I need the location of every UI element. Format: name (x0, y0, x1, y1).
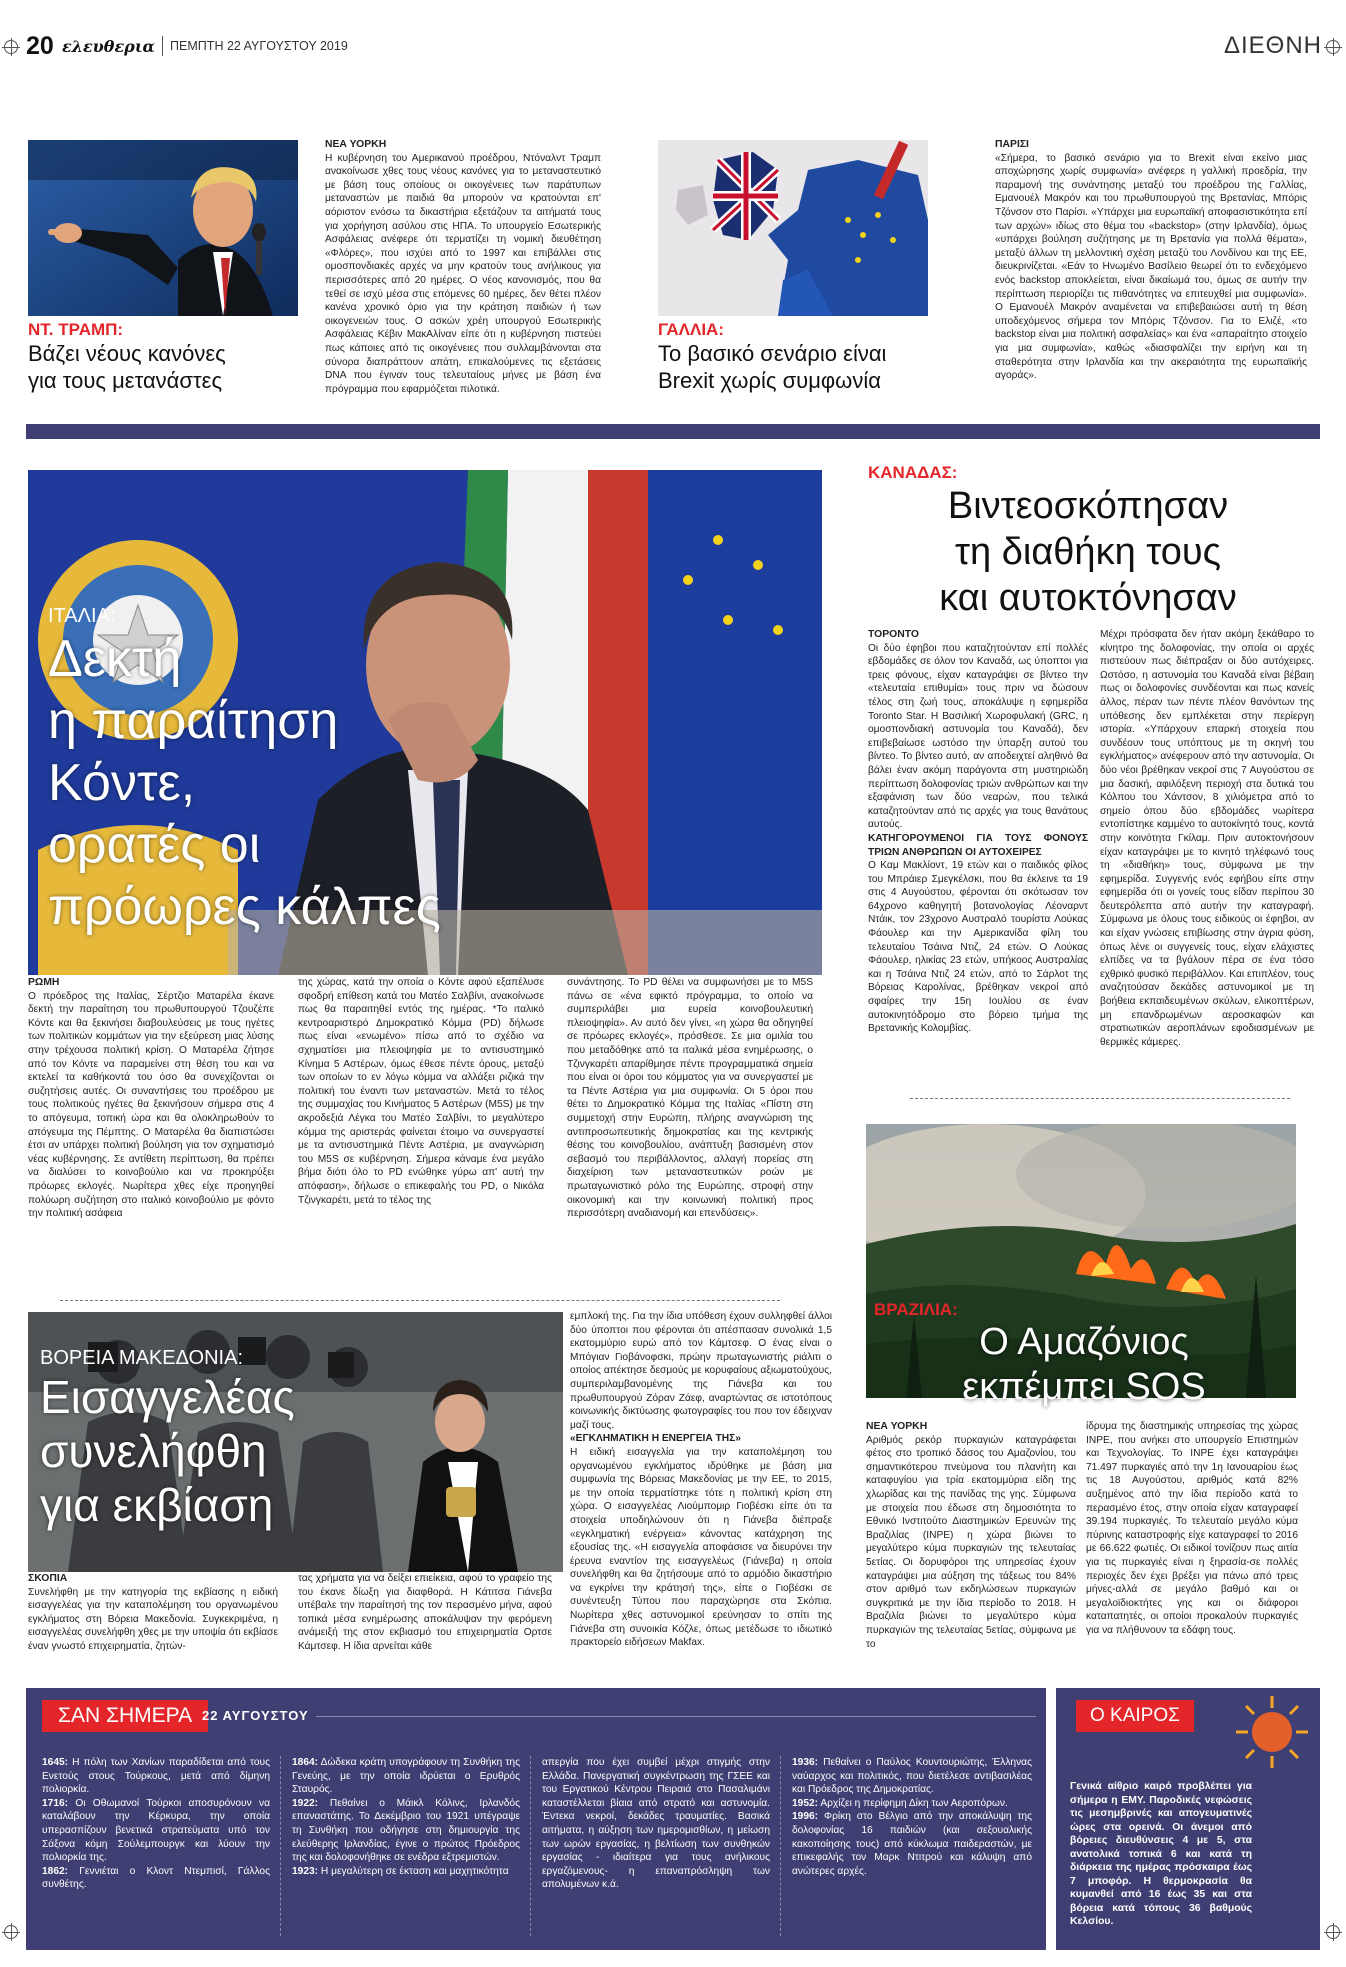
trump-title-line1: Βάζει νέους κανόνες (28, 341, 226, 366)
event-text: Πεθαίνει ο Μάικλ Κόλινς, Ιρλανδός επαναστάτης. Το Δεκέμβριο του 1921 υπέγραψε τη Συνθήκη που οδήγησε στη δημιουργία της ελεύθερης Ιρλανδίας, έγινε ο πρώτος Πρόεδρος της και δολοφονήθηκε σε ενέδρα εξτρεμιστών. (292, 1797, 520, 1864)
canada-col2 (1100, 628, 1314, 1056)
trump-photo (28, 140, 298, 316)
brazil-kicker: ΒΡΑΖΙΛΙΑ: (874, 1300, 958, 1319)
event-text: Η μεγαλύτερη σε έκταση και μαχητικότητα (320, 1865, 509, 1877)
event-text: Αρχίζει η περίφημη Δίκη των Αεροπόρων. (820, 1797, 1008, 1809)
macedonia-title-2: συνελήφθη (40, 1425, 267, 1477)
page-number: 20 (26, 32, 54, 60)
macedonia-col1 (28, 1572, 278, 1666)
section-name: ΔΙΕΘΝΗ (1223, 32, 1322, 59)
macedonia-col3 (570, 1310, 832, 1666)
brexit-body: «Σήμερα, το βασικό σενάριο για το Brexit είναι εκείνο μιας αποχώρησης χωρίς συμφωνία» ανέφερε η γαλλική προεδρία, την παραμονή της συνάντησης μεταξύ του προέδρου της Γαλλίας, Εμανουέλ Μακρόν και του πρωθυπουργού της Βρετανίας, Μπόρις Τζόνσον στο Παρίσι. «Υπάρχει μια ευρωπαϊκή αποφασιστικότητα επί των αρχών» ιδίως στο θέμα του «backstop» (στην Ιρλανδία), όμως «υπάρχει βούληση συζήτησης με τη Βρετανία για πολλά θέματα», μεταξύ άλλων τη μελλοντική σχέση μεταξύ του Λονδίνου και της ΕΕ, διευκρινίζεται. «Εάν το Ηνωμένο Βασίλειο θεωρεί ότι το ενδεχόμενο ενός backstop αποκλείεται, είναι δικαίωμά του, όμως σε αυτήν την περίπτωση περιορίζει τις πιθανότητες να επιτευχθεί μια συμφωνία». Ο Εμανουέλ Μακρόν αναμένεται να επιβεβαιώσει αυτή τη θέση υποδεχόμενος σήμερα τον Μπόρις Τζόνσον. Για το Ελιζέ, «το backstop είναι μια πολιτική ασφαλείας» και ένα «απαραίτητο στοιχείο για μια συμφωνία», καθώς «διασφαλίζει την ειρήνη και τη σταθερότητα στην Ιρλανδία και την ακεραιότητα της ευρωπαϊκής αγοράς». (995, 152, 1307, 382)
macedonia-col2 (298, 1572, 552, 1666)
trump-dateline: ΝΕΑ ΥΟΡΚΗ (325, 139, 387, 150)
italy-kicker: ΙΤΑΛΙΑ: (48, 605, 116, 627)
event-text: Η πόλη των Χανίων παραδίδεται από τους Ενετούς στους Τούρκους, μετά από δίμηνη πολιορκία. (42, 1757, 270, 1796)
column-rule (280, 1756, 281, 1936)
year-1936: 1936: (792, 1757, 819, 1768)
canada-col1-text: Οι δύο έφηβοι που καταζητούνταν επί πολλές εβδομάδες σε όλον τον Καναδά, ως ύποπτοι για τρεις φόνους, είχαν καταγράψει σε βίντεο την «τελευταία επιθυμία» τους πριν να δώσουν τέλος στη ζωή τους, αποκάλυψε η εφημερίδα Toronto Star. Η Βασιλική Χωροφυλακή (GRC, η ομοσπονδιακή αστυνομία του Καναδά), δεν επιβεβαίωσε ωστόσο την ύπαρξη αυτού του βίντεο. Το βίντεο αυτό, αν αποδειχτεί αληθινό θα βάλει έναν ακόμη παράγοντα στη μυστηριώδη περίπτωση δολοφονίας τριών ανθρώπων και την εξαφάνιση των δύο νεαρών, που τελικά καταζητούνταν από τις αρχές για τους θανάτους αυτούς. (868, 642, 1088, 831)
event-text: Φρίκη στο Βέλγιο από την αποκάλυψη της δολοφονίας 16 παιδιών (και σεξουαλικής κακοποίησης τους) από κύκλωμα παιδεραστών, με επικεφαλής τον Μαρκ Ντιτρού και κάλυψη από ανώτερες αρχές. (792, 1811, 1032, 1877)
column-rule (530, 1756, 531, 1936)
brazil-col2 (1086, 1420, 1298, 1664)
macedonia-col3-text: εμπλοκή της. Για την ίδια υπόθεση έχουν συλληφθεί άλλοι δύο ύποπτοι που φέρονται ότι απέσπασαν συνολικά 1,5 εκατομμύριο ευρώ από τον Κάμτσεφ. Ο ένας είναι ο Μπόγιαν Γιοβάνοφσκι, πρώην πρωταγωνιστής ριάλιτι ο οποίος απέκτησε δεσμούς με κορυφαίους αξιωματούχους, συμπεριλαμβανομένης της Γιάνεβα και του πρωθυπουργού Ζόραν Ζάεφ, αναρτώντας σε ιστοτόπους κοινωνικής δικτύωσης φωτογραφίες του που τον έδειχναν μαζί τους. (570, 1311, 832, 1431)
weather-title: Ο ΚΑΙΡΟΣ (1076, 1700, 1194, 1732)
brazil-dateline: ΝΕΑ ΥΟΡΚΗ (866, 1421, 928, 1432)
registration-mark (1326, 40, 1340, 54)
on-this-day-col2 (292, 1756, 520, 1946)
event-text: Γεννιέται ο Κλοντ Ντεμπισί, Γάλλος συνθέτης. (42, 1865, 270, 1891)
canada-subhead: ΚΑΤΗΓΟΡΟΥΜΕΝΟΙ ΓΙΑ ΤΟΥΣ ΦΟΝΟΥΣ ΤΡΙΩΝ ΑΝΘΡΩΠΩΝ ΟΙ ΑΥΤΟΧΕΙΡΕΣ (868, 832, 1088, 858)
italy-col2-text: της χώρας, κατά την οποία ο Κόντε αφού εξαπέλυσε σφοδρή επίθεση κατά του Ματέο Σαλβίνι, ανακοίνωσε πως θα παραιτηθεί εντός της ημέρας. *Το ιταλικό κεντροαριστερό Δημοκρατικό Κόμμα (PD) δήλωσε πως είναι «ενωμένο» πίσω από το σχέδιο να σχηματίσει μια πλειοψηφία με το αντισυστημικό Κίνημα 5 Αστέρων, όμως έθεσε πέντε όρους, μεταξύ των οποίων το εν λόγω κόμμα να αλλάξει ριζικά την πολιτική του έναντι των μεταναστών. Μετά το τέλος της συμμαχίας του Κινήματος 5 Αστέρων (M5S) με την ακροδεξιά Λέγκα του Ματέο Σαλβίνι, το μεγαλύτερο κόμμα της αριστεράς φαίνεται έτοιμο να συνεργαστεί με τα αντισυστημικά Πέντε Αστέρια, με αναγνώριση του M5S σε κυβέρνηση. Σήμερα κάναμε ένα μεγάλο βήμα διότι όλο το PD ενώθηκε γύρω απ' αυτή την απόφαση», δήλωσε ο επικεφαλής του PD, ο Νικόλα Τζινγκαρέτι, μετά το τέλος της (298, 977, 544, 1206)
canada-title-3: και αυτοκτόνησαν (939, 577, 1237, 619)
on-this-day-rule (316, 1716, 1036, 1717)
italy-col1-text: Ο πρόεδρος της Ιταλίας, Σέρτζιο Ματαρέλα έκανε δεκτή την παραίτηση του πρωθυπουργού Τζουζέπε Κόντε και θα ξεκινήσει διαβουλεύσεις με τους ηγέτες των πολιτικών κομμάτων για την εξεύρεση μιας λύσης στην τρέχουσα πολιτική κρίση. Ο Ματαρέλα ζήτησε από τον Κόντε να παραμείνει στη θέση του και να εκτελεί τα καθήκοντά του όσο θα συνεχίζονται οι συζητήσεις αυτές. Οι συναντήσεις του προέδρου με τους πολιτικούς ηγέτες θα ξεκινήσουν σήμερα στις 4 το απόγευμα, τοπική ώρα και θα ολοκληρωθούν το απόγευμα της Πέμπτης. Ο Ματαρέλα θα διαπιστώσει έτσι αν υπάρχει πολιτική βούληση για τον σχηματισμό νέας κυβέρνησης. Σε αντίθετη περίπτωση, θα πρέπει να διαλύσει το κοινοβούλιο και να προκηρύξει πρόωρες εκλογές. Νωρίτερα χθες είχε προηγηθεί πολύωρη συζήτηση στο ιταλικό κοινοβούλιο με φόντο την πολιτική ασάφεια (28, 990, 274, 1220)
italy-title-3: Κόντε, (48, 754, 196, 812)
macedonia-headline (40, 1346, 460, 1532)
year-1922: 1922: (292, 1797, 319, 1809)
brazil-title-1: Ο Αμαζόνιος (979, 1321, 1189, 1363)
canada-dateline: ΤΟΡΟΝΤΟ (868, 629, 919, 640)
canada-col2-text: Μέχρι πρόσφατα δεν ήταν ακόμη ξεκάθαρο το κίνητρο της δολοφονίας, την οποία οι αρχές πιστεύουν πως διέπραξαν οι δύο αυτόχειρες. Ωστόσο, η αστυνομία του Καναδά είναι βέβαιη πως οι δολοφονίες συνδέονται και πως κανείς άλλος, πέραν των πέντε πλέον θανόντων της υπόθεσης δεν εμπλέκεται στην περίεργη ιστορία. «Υπάρχουν επαρκή στοιχεία που συνδέουν τους υπόπτους με τη σκηνή του εγκλήματος» ανέφερουν από την αστυνομία. Οι δύο νέοι βρέθηκαν νεκροί στις 7 Αυγούστου σε μια δασική, αφιλόξενη περιοχή στα δυτικά του Κόλπου του Χάντσον, 8 χιλιόμετρα από το σημείο όπου δύο εβδομάδες νωρίτερα εντοπίστηκε καμμένο το αυτοκίνητό τους, κοντά στην κοινότητα Γκίλαμ. Πριν αυτοκτονήσουν είχαν καταγράψει με το κινητό τηλέφωνό τους τη «διαθήκη» τους, σύμφωνα με την εφημερίδα. Συγγενής ενός εφήβου είπε στην εφημερίδα ότι οι γονείς τους είδαν περίπου 30 δευτερόλεπτα από αυτήν την καταγραφή. Σύμφωνα με όλους τους ειδικούς οι έφηβοι, αν και είχαν γνώσεις επιβίωσης στην άγρια φύση, όπως λένε οι συγγενείς τους, είχαν ελάχιστες ελπίδες να τα βγάλουν πέρα σε ένα τόσο εχθρικό φυσικό περιβάλλον. Και επιπλέον, τους αναζητούσαν δεκάδες αστυνομικοί με τη βοήθεια εκπαιδευμένων σκύλων, ελικοπτέρων, μη επανδρωμένων αεροσκαφών και στρατιωτικών αεροπλάνων εφοδιασμένων με θερμικές κάμερες. (1100, 629, 1314, 1048)
italy-title-2: η παραίτηση (48, 692, 339, 750)
registration-mark (1326, 1925, 1340, 1939)
on-this-day-col4 (792, 1756, 1032, 1946)
italy-col3-text: συνάντησης. Το PD θέλει να συμφωνήσει με το M5S πάνω σε «ένα εφικτό πρόγραμμα, το οποίο να συμπεριλάβει μια ευρεία κοινοβουλευτική πλειοψηφία». Αν αυτό δεν γίνει, «η χώρα θα οδηγηθεί σε πρόωρες εκλογές», πρόσθεσε. Σε μια ομιλία του που μεταδόθηκε από τα ιταλικά μέσα ενημέρωσης, ο Τζινγκαρέτι απαρίθμησε πέντε προγραμματικά σημεία που είναι οι όροι του κόμματος για να συνεργαστεί με τα Πέντε Αστέρια για μια συμφωνία. Οι 5 όροι που θέτει το Δημοκρατικό Κόμμα της Ιταλίας «Πίστη στη συμμετοχή στην Ευρώπη, πλήρης αναγνώριση της αντιπροσωπευτικής δημοκρατίας και της κεντρικής θέσης του κοινοβουλίου, ανάπτυξη βασισμένη στον σεβασμό του περιβάλλοντος, αλλαγή πορείας στη διαχείριση των μεταναστευτικών ροών με πρωταγωνιστικό ρόλο της Ευρώπης, στροφή στην οικονομική και την κοινωνική πολιτική προς περισσότερη αναδιανομή και επενδύσεις». (567, 977, 813, 1220)
year-1996: 1996: (792, 1811, 819, 1823)
macedonia-kicker: ΒΟΡΕΙΑ ΜΑΚΕΔΟΝΙΑ: (40, 1347, 243, 1369)
brazil-col1-text: Αριθμός ρεκόρ πυρκαγιών καταγράφεται φέτος στο τροπικό δάσος του Αμαζονίου, του σημαντικότερου πνεύμονα του πλανήτη και καταφυγίου για τρία εκατομμύρια είδη της χλωρίδας και της πανίδας της γης. Σύμφωνα με στοιχεία που έδωσε στη δημοσιότητα το Εθνικό Ινστιτούτο Διαστημικών Ερευνών της Βραζιλίας (INPE) η χώρα βιώνει το μεγαλύτερο κύμα πυρκαγιών της τελευταίας 5ετίας. Οι δορυφόροι της υπηρεσίας έχουν καταγράψει μια αύξηση της τάξεως του 84% στον αριθμό των εκδηλώσεων πυρκαγιών συγκριτικά με την ίδια περίοδο το 2018. Η Βραζιλία βιώνει το μεγαλύτερο κύμα πυρκαγιών της τελευταίας 5ετίας, σύμφωνα με το (866, 1434, 1076, 1650)
italy-title-1: Δεκτή (48, 630, 182, 688)
brexit-headline (658, 320, 958, 394)
brazil-title-2: εκπέμπει SOS (962, 1366, 1206, 1408)
macedonia-subhead: «ΕΓΚΛΗΜΑΤΙΚΗ Η ΕΝΕΡΓΕΙΑ ΤΗΣ» (570, 1433, 741, 1445)
year-1862: 1862: (42, 1865, 69, 1877)
brexit-dateline: ΠΑΡΙΣΙ (995, 139, 1029, 150)
canada-col1b-text: Ο Καμ Μακλίοντ, 19 ετών και ο παιδικός φίλος του Μπράιερ Σμεγκέλσκι, που θα έκλεινε τα 19 στις 4 Αυγούστου, φέρονται ότι σκότωσαν τον 64χρονο καθηγητή βοτανολογίας Λέοναρντ Ντάικ, τον 23χρονο Αυστραλό τουρίστα Λούκας Φάουλερ και την Αμερικανίδα φίλη του τελευταίου Τσάινα Ντιζ, 24 ετών. Ο Λούκας Φάουλερ, ηλικίας 23 ετών, υπήκοος Αυστραλίας και η Τσάινα Ντιζ 24 ετών, από το Σάρλοτ της Βόρειας Καρολίνας, βρέθηκαν νεκροί από σφαίρες την 15η Ιουλίου σε έναν αυτοκινητόδρομο στο βόρειο τμήμα της Βρετανικής Κολομβίας. (868, 860, 1088, 1035)
brexit-article (995, 138, 1307, 396)
trump-kicker: ΝΤ. ΤΡΑΜΠ: (28, 320, 124, 339)
event-text: Πεθαίνει ο Παύλος Κουντουριώτης, Έλληνας ναύαρχος και πολιτικός, που διετέλεσε αντιβασιλέας και Πρόεδρος της Δημοκρατίας. (792, 1757, 1032, 1796)
header-divider (162, 36, 163, 56)
section-divider-band (26, 424, 1320, 439)
trump-article (325, 138, 601, 396)
event-text: Δώδεκα κράτη υπογράφουν τη Συνθήκη της Γενεύης, με την οποία ιδρύεται ο Ερυθρός Σταυρός. (292, 1757, 520, 1796)
dashed-separator (60, 1300, 780, 1301)
on-this-day-title: ΣΑΝ ΣΗΜΕΡΑ (42, 1700, 208, 1732)
trump-title-line2: για τους μετανάστες (28, 368, 223, 393)
year-1952: 1952: (792, 1797, 819, 1809)
dashed-separator (910, 1098, 1290, 1099)
registration-mark (4, 1925, 18, 1939)
event-text: Οι Οθωμανοί Τούρκοι αποσυρόνουν να καταλάβουν την Κέρκυρα, την οποία υπερασπίζουν βενετικά στρατεύματα υπό τον Σάξονα κόμη Σούλεμπουργκ και λύουν την πολιορκία της. (42, 1797, 270, 1864)
masthead-logo: ελευθερια (62, 37, 155, 56)
brexit-title-line1: Το βασικό σενάριο είναι (658, 341, 887, 366)
on-this-day-date: 22 ΑΥΓΟΥΣΤΟΥ (202, 1708, 309, 1723)
canada-title-2: τη διαθήκη τους (955, 531, 1221, 573)
event-text: απεργία που έχει συμβεί μέχρι στιγμής στην Ελλάδα. Πανεργατική συγκέντρωση της ΓΣΕΕ και του Εργατικού Κέντρου Πειραιά στο Πασαλιμάνι καταστέλλεται βίαια από στρατό και αστυνομία. Έντεκα νεκροί, δεκάδες τραυματίες. Βασικά αιτήματα, η αύξηση των ημερομισθίων, η μείωση των ωρών εργασίας, η βελτίωση των συνθηκών εργασίας - ιδιαίτερα για τους ανήλικους εργαζόμενους- η επαναπρόσληψη των απολυμένων κ.ά. (542, 1757, 770, 1891)
brexit-map-photo (658, 140, 928, 316)
sun-icon (1232, 1692, 1312, 1772)
brazil-col1 (866, 1420, 1076, 1664)
canada-kicker: ΚΑΝΑΔΑΣ: (868, 463, 958, 482)
brazil-headline (874, 1300, 1294, 1410)
brazil-col2-text: ίδρυμα της διαστημικής υπηρεσίας της χώρας INPE, που ανήκει στο υπουργείο Επιστημών και Τεχνολογίας. Το INPE έχει καταγράψει 71.497 πυρκαγιές από την 1η Ιανουαρίου έως τις 18 Αυγούστου, αριθμός κατά 82% αυξημένος από την ίδια περίοδο κατά το περασμένο έτος, στην οποία είχαν καταγραφεί 39.194 πυρκαγιές. Το τελευταίο μεγάλο κύμα πύρινης καταστροφής είχε καταγραφεί το 2016 με 66.622 φωτιές. Οι ειδικοί τονίζουν πως αιτία για τις πυρκαγιές είναι η ξηρασία-σε πολλές περιοχές δεν έχει βρέξει για πάνω από τρεις μήνες-αλλά σε μεγάλο βαθμό και οι μεγαλοϊδιοκτήτες γης και οι διάφοροι καταπατητές, οι οποίοι προκαλούν πυρκαγιές για να πλήθυνουν τα εδάφη τους. (1086, 1421, 1298, 1636)
italy-title-5: πρόωρες κάλπες (48, 878, 441, 936)
italy-headline (48, 604, 548, 938)
on-this-day-col3 (542, 1756, 770, 1946)
macedonia-col2-text: τας χρήματα για να δείξει επιείκεια, αφού το γραφείο της του έκανε δίωξη για διαφθορά. Η Κάτιτσα Γιάνεβα υπέβαλε την παραίτησή της τον περασμένο μήνα, αφού τοπικά μέσα ενημέρωσης αποκάλυψαν την φερόμενη ανάμειξή της στον εκβιασμό του επιχειρηματία Ορτσε Κάμτσεφ. Η ίδια αρνείται κάθε (298, 1573, 552, 1652)
canada-title-1: Βιντεοσκόπησαν (947, 485, 1229, 527)
italy-col2 (298, 976, 544, 1294)
macedonia-dateline: ΣΚΟΠΙΑ (28, 1573, 68, 1584)
year-1716: 1716: (42, 1797, 69, 1809)
brexit-title-line2: Brexit χωρίς συμφωνία (658, 368, 881, 393)
year-1864: 1864: (292, 1757, 319, 1768)
macedonia-col3b-text: Η ειδική εισαγγελία για την καταπολέμηση του οργανωμένου εγκλήματος ιδρύθηκε με βάση μια συμφωνία της Βόρειας Μακεδονίας με την ΕΕ, το 2015, με την οποία τερματίστηκε τότε η πολιτική κρίση στη χώρα. Ο εισαγγελέας Λιούμπομιρ Γιοβέσκι είπε ότι τα στοιχεία υποδηλώνουν ότι η Γιάνεβα διέπραξε «εγκληματική ενέργεια» κάνοντας κατάχρηση της εξουσίας της. «Η εισαγγελία αποφάσισε να διευρύνει την έρευνα εναντίον της εισαγγελέως (Γιάνεβα) η οποία συνελήφθη και θα ζητήσουμε από το αρμόδιο δικαστήριο να εγκρίνει την κράτησή της», είπε ο Γιοβέσκι σε συνέντευξη Τύπου που παραχώρησε στα Σκόπια. Νωρίτερα χθες αστυνομικοί ερεύνησαν το σπίτι της Γιάνεβα στη συνοικία Κόζλε, όπως μετέδωσε το ιδιωτικό πρακτορείο ειδήσεων Makfax. (570, 1446, 832, 1649)
weather-forecast: Γενικά αίθριο καιρό προβλέπει για σήμερα η ΕΜΥ. Παροδικές νεφώσεις τις μεσημβρινές και απογευματινές ώρες στα ορεινά. Οι άνεμοι από βόρειες διευθύνσεις 4 με 5, στα ανατολικά τοπικά 6 και κατά τη διάρκεια της ημέρας πρόσκαιρα έως 7 μποφόρ. Η θερμοκρασία θα κυμανθεί από 16 έως 35 και στα βόρεια κατά τόπους 36 βαθμούς Κελσίου. (1070, 1781, 1252, 1927)
trump-headline (28, 320, 318, 394)
registration-mark (4, 40, 18, 54)
italy-col1 (28, 976, 274, 1294)
canada-col1 (868, 628, 1088, 1056)
canada-headline (868, 463, 1308, 621)
year-1923: 1923: (292, 1865, 319, 1877)
italy-dateline: ΡΩΜΗ (28, 977, 60, 988)
macedonia-col1-text: Συνελήφθη με την κατηγορία της εκβίασης η ειδική εισαγγελέας για την καταπολέμηση του οργανωμένου εγκλήματος στη Βόρεια Μακεδονία. Συγκεκριμένα, η εισαγγελέας συνελήφθη χθες με την υποψία ότι εκβίασε έναν γνωστό επιχειρηματία, ζητών- (28, 1586, 278, 1652)
macedonia-title-3: για εκβίαση (40, 1479, 274, 1531)
year-1645: 1645: (42, 1757, 69, 1768)
page-header (26, 30, 1326, 70)
header-date: ΠΕΜΠΤΗ 22 ΑΥΓΟΥΣΤΟΥ 2019 (170, 39, 348, 53)
italy-title-4: ορατές οι (48, 816, 261, 874)
column-rule (780, 1756, 781, 1936)
weather-box (1056, 1688, 1320, 1950)
italy-col3 (567, 976, 813, 1294)
brexit-kicker: ΓΑΛΛΙΑ: (658, 320, 724, 339)
trump-body: Η κυβέρνηση του Αμερικανού προέδρου, Ντόναλντ Τραμπ ανακοίνωσε χθες τους νέους κανόνες για το μεταναστευτικό με βάση τους οποίους οι οικογένειες των παράτυπων μεταναστών με παιδιά θα μπορούν να κρατούνται επ' αόριστον ενόσω τα δικαστήρια εξετάζουν τα αιτήματά τους για χορήγηση ασύλου στις ΗΠΑ. Το υπουργείο Εσωτερικής Ασφάλειας ανέφερε ότι τερματίζει τη νομική διευθέτηση «Φλόρες», που ισχύει από το 1997 και επιβάλλει στις ομοσπονδιακές αρχές να μην κρατούν τους ανήλικους για περισσότερες από 20 ημέρες. Ο νέος κανονισμός, που θα τεθεί σε ισχύ μέσα στις επόμενες 60 ημέρες, δεν θέτει πλέον κανένα χρονικό όριο για την κράτηση παιδιών ή των οικογενειών τους. Ο ασκών χρέη υπουργού Εσωτερικής Ασφάλειας Κέβιν ΜακΑλίναν είπε ότι η κυβέρνηση πιστεύει πως κάποιες από τις οικογένειες που συλλαμβάνονται στα σύνορα διαπράττουν απάτη, επικαλούμενες τις εξετάσεις DNA που έγιναν τους τελευταίους μήνες με βάση ένα πρόγραμμα που εφαρμόζεται πιλοτικά. (325, 152, 601, 395)
macedonia-title-1: Εισαγγελέας (40, 1371, 295, 1423)
on-this-day-col1 (42, 1756, 270, 1946)
